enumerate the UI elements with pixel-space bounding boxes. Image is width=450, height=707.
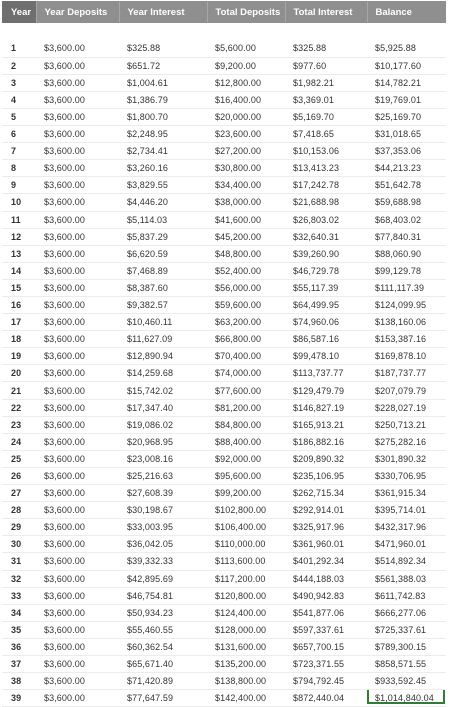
- total-deposits-cell: $142,400.00: [207, 690, 285, 707]
- total-interest-cell: $325.88: [285, 40, 367, 57]
- total-interest-cell: $794,792.45: [285, 673, 367, 690]
- balance-cell: $99,129.78: [367, 262, 446, 279]
- balance-cell: $37,353.06: [367, 143, 446, 160]
- year-cell: 23: [2, 416, 36, 433]
- year-deposits-cell: $3,600.00: [36, 519, 119, 536]
- table-row: [2, 655, 446, 672]
- column-header-balance[interactable]: Balance: [367, 1, 446, 23]
- year-deposits-cell: $3,600.00: [36, 228, 119, 245]
- year-cell: 35: [2, 621, 36, 638]
- year-deposits-cell: $3,600.00: [36, 638, 119, 655]
- year-interest-cell: $17,347.40: [119, 399, 207, 416]
- year-interest-cell: $27,608.39: [119, 485, 207, 502]
- total-deposits-cell: $34,400.00: [207, 177, 285, 194]
- year-deposits-cell: $3,600.00: [36, 348, 119, 365]
- year-interest-cell: $2,734.41: [119, 143, 207, 160]
- year-interest-cell: $4,446.20: [119, 194, 207, 211]
- total-deposits-cell: $59,600.00: [207, 297, 285, 314]
- total-deposits-cell: $106,400.00: [207, 519, 285, 536]
- balance-cell: $207,079.79: [367, 382, 446, 399]
- total-deposits-cell: $120,800.00: [207, 587, 285, 604]
- year-interest-cell: $5,114.03: [119, 211, 207, 228]
- year-deposits-cell: $3,600.00: [36, 262, 119, 279]
- total-deposits-cell: $88,400.00: [207, 433, 285, 450]
- year-deposits-cell: $3,600.00: [36, 621, 119, 638]
- total-deposits-cell: $124,400.00: [207, 604, 285, 621]
- year-deposits-cell: $3,600.00: [36, 194, 119, 211]
- total-interest-cell: $46,729.78: [285, 262, 367, 279]
- table-row: [2, 91, 446, 108]
- total-deposits-cell: $63,200.00: [207, 314, 285, 331]
- table-row: [2, 587, 446, 604]
- year-cell: 21: [2, 382, 36, 399]
- year-deposits-cell: $3,600.00: [36, 57, 119, 74]
- table-row: [2, 467, 446, 484]
- table-row: [2, 673, 446, 690]
- total-interest-cell: $165,913.21: [285, 416, 367, 433]
- total-interest-cell: $99,478.10: [285, 348, 367, 365]
- highlighted-balance-value: $1,014,840.04: [375, 693, 434, 704]
- year-cell: 14: [2, 262, 36, 279]
- table-row: [2, 331, 446, 348]
- table-row: [2, 262, 446, 279]
- total-interest-cell: $5,169.70: [285, 108, 367, 125]
- year-deposits-cell: $3,600.00: [36, 382, 119, 399]
- total-interest-cell: $361,960.01: [285, 536, 367, 553]
- balance-cell: $471,960.01: [367, 536, 446, 553]
- balance-cell: $789,300.15: [367, 638, 446, 655]
- total-interest-cell: $401,292.34: [285, 553, 367, 570]
- year-interest-cell: $71,420.89: [119, 673, 207, 690]
- total-deposits-cell: $74,000.00: [207, 365, 285, 382]
- year-interest-cell: $42,895.69: [119, 570, 207, 587]
- year-deposits-cell: $3,600.00: [36, 143, 119, 160]
- total-interest-cell: $186,882.16: [285, 433, 367, 450]
- year-interest-cell: $325.88: [119, 40, 207, 57]
- year-cell: 11: [2, 211, 36, 228]
- total-interest-cell: $325,917.96: [285, 519, 367, 536]
- year-interest-cell: $33,003.95: [119, 519, 207, 536]
- year-interest-cell: $36,042.05: [119, 536, 207, 553]
- table-header: [2, 1, 446, 23]
- year-cell: 8: [2, 160, 36, 177]
- year-interest-cell: $5,837.29: [119, 228, 207, 245]
- table-row: [2, 365, 446, 382]
- year-deposits-cell: $3,600.00: [36, 74, 119, 91]
- year-cell: 19: [2, 348, 36, 365]
- year-interest-cell: $39,332.33: [119, 553, 207, 570]
- table-row: [2, 160, 446, 177]
- year-cell: 38: [2, 673, 36, 690]
- year-cell: 15: [2, 279, 36, 296]
- table-row: [2, 502, 446, 519]
- total-interest-cell: $209,890.32: [285, 450, 367, 467]
- year-cell: 12: [2, 228, 36, 245]
- total-deposits-cell: $117,200.00: [207, 570, 285, 587]
- table-row: [2, 536, 446, 553]
- year-interest-cell: $6,620.59: [119, 245, 207, 262]
- year-cell: 32: [2, 570, 36, 587]
- balance-cell: $187,737.77: [367, 365, 446, 382]
- table-row: [2, 450, 446, 467]
- total-deposits-cell: $128,000.00: [207, 621, 285, 638]
- year-interest-cell: $9,382.57: [119, 297, 207, 314]
- balance-cell: $59,688.98: [367, 194, 446, 211]
- balance-cell: $169,878.10: [367, 348, 446, 365]
- balance-cell: $31,018.65: [367, 126, 446, 143]
- year-cell: 18: [2, 331, 36, 348]
- table-row: [2, 382, 446, 399]
- total-deposits-cell: $70,400.00: [207, 348, 285, 365]
- year-deposits-cell: $3,600.00: [36, 211, 119, 228]
- year-deposits-cell: $3,600.00: [36, 331, 119, 348]
- total-deposits-cell: $30,800.00: [207, 160, 285, 177]
- total-deposits-cell: $138,800.00: [207, 673, 285, 690]
- balance-cell: $153,387.16: [367, 331, 446, 348]
- year-interest-cell: $65,671.40: [119, 655, 207, 672]
- balance-cell: $10,177.60: [367, 57, 446, 74]
- year-cell: 29: [2, 519, 36, 536]
- table-row: [2, 348, 446, 365]
- year-interest-cell: $1,004.61: [119, 74, 207, 91]
- year-interest-cell: $10,460.11: [119, 314, 207, 331]
- total-deposits-cell: $16,400.00: [207, 91, 285, 108]
- year-deposits-cell: $3,600.00: [36, 297, 119, 314]
- column-header-year[interactable]: Year: [2, 1, 36, 23]
- year-deposits-cell: $3,600.00: [36, 365, 119, 382]
- total-interest-cell: $657,700.15: [285, 638, 367, 655]
- year-deposits-cell: $3,600.00: [36, 604, 119, 621]
- year-cell: 24: [2, 433, 36, 450]
- year-interest-cell: $25,216.63: [119, 467, 207, 484]
- year-deposits-cell: $3,600.00: [36, 177, 119, 194]
- year-deposits-cell: $3,600.00: [36, 433, 119, 450]
- total-interest-cell: $235,106.95: [285, 467, 367, 484]
- total-interest-cell: $13,413.23: [285, 160, 367, 177]
- header-spacer-cell: [2, 23, 446, 40]
- year-deposits-cell: $3,600.00: [36, 40, 119, 57]
- column-header-year-deposits[interactable]: Year Deposits: [36, 1, 119, 23]
- balance-cell: $275,282.16: [367, 433, 446, 450]
- year-cell: 10: [2, 194, 36, 211]
- year-deposits-cell: $3,600.00: [36, 416, 119, 433]
- table-row: [2, 433, 446, 450]
- total-deposits-cell: $110,000.00: [207, 536, 285, 553]
- year-deposits-cell: $3,600.00: [36, 673, 119, 690]
- total-interest-cell: $444,188.03: [285, 570, 367, 587]
- balance-cell: $514,892.34: [367, 553, 446, 570]
- table-row: [2, 126, 446, 143]
- total-interest-cell: $17,242.78: [285, 177, 367, 194]
- balance-cell: $301,890.32: [367, 450, 446, 467]
- year-deposits-cell: $3,600.00: [36, 690, 119, 707]
- year-deposits-cell: $3,600.00: [36, 108, 119, 125]
- year-cell: 37: [2, 655, 36, 672]
- year-deposits-cell: $3,600.00: [36, 570, 119, 587]
- total-deposits-cell: $84,800.00: [207, 416, 285, 433]
- year-cell: 27: [2, 485, 36, 502]
- year-cell: 36: [2, 638, 36, 655]
- table-row: [2, 690, 446, 707]
- total-deposits-cell: $77,600.00: [207, 382, 285, 399]
- total-interest-cell: $977.60: [285, 57, 367, 74]
- total-deposits-cell: $20,000.00: [207, 108, 285, 125]
- balance-cell: $561,388.03: [367, 570, 446, 587]
- table-row: [2, 177, 446, 194]
- total-interest-cell: $1,982.21: [285, 74, 367, 91]
- year-deposits-cell: $3,600.00: [36, 587, 119, 604]
- year-interest-cell: $46,754.81: [119, 587, 207, 604]
- table-row: [2, 621, 446, 638]
- year-interest-cell: $7,468.89: [119, 262, 207, 279]
- year-interest-cell: $19,086.02: [119, 416, 207, 433]
- column-header-year-interest[interactable]: Year Interest: [119, 1, 207, 23]
- table-row: [2, 553, 446, 570]
- table-row: [2, 297, 446, 314]
- total-deposits-cell: $135,200.00: [207, 655, 285, 672]
- total-deposits-cell: $9,200.00: [207, 57, 285, 74]
- header-spacer-row: [2, 23, 446, 40]
- year-interest-cell: $8,387.60: [119, 279, 207, 296]
- header-row: [2, 1, 446, 23]
- balance-cell: $124,099.95: [367, 297, 446, 314]
- total-interest-cell: $872,440.04: [285, 690, 367, 707]
- table-row: [2, 40, 446, 57]
- total-interest-cell: $21,688.98: [285, 194, 367, 211]
- balance-cell: $138,160.06: [367, 314, 446, 331]
- total-interest-cell: $597,337.61: [285, 621, 367, 638]
- total-deposits-cell: $5,600.00: [207, 40, 285, 57]
- year-interest-cell: $3,260.16: [119, 160, 207, 177]
- year-cell: 33: [2, 587, 36, 604]
- table-row: [2, 416, 446, 433]
- balance-cell: $25,169.70: [367, 108, 446, 125]
- balance-cell: $330,706.95: [367, 467, 446, 484]
- total-deposits-cell: $12,800.00: [207, 74, 285, 91]
- balance-cell: $14,782.21: [367, 74, 446, 91]
- year-deposits-cell: $3,600.00: [36, 279, 119, 296]
- total-interest-cell: $3,369.01: [285, 91, 367, 108]
- year-cell: 26: [2, 467, 36, 484]
- total-deposits-cell: $27,200.00: [207, 143, 285, 160]
- balance-cell: $725,337.61: [367, 621, 446, 638]
- year-cell: 30: [2, 536, 36, 553]
- total-interest-cell: $32,640.31: [285, 228, 367, 245]
- column-header-total-interest[interactable]: Total Interest: [285, 1, 367, 23]
- year-cell: 20: [2, 365, 36, 382]
- total-interest-cell: $113,737.77: [285, 365, 367, 382]
- total-interest-cell: $86,587.16: [285, 331, 367, 348]
- total-deposits-cell: $38,000.00: [207, 194, 285, 211]
- balance-cell: $68,403.02: [367, 211, 446, 228]
- year-interest-cell: $50,934.23: [119, 604, 207, 621]
- total-interest-cell: $146,827.19: [285, 399, 367, 416]
- balance-cell: $933,592.45: [367, 673, 446, 690]
- total-deposits-cell: $45,200.00: [207, 228, 285, 245]
- table-row: [2, 74, 446, 91]
- year-deposits-cell: $3,600.00: [36, 245, 119, 262]
- balance-cell: $228,027.19: [367, 399, 446, 416]
- total-deposits-cell: $99,200.00: [207, 485, 285, 502]
- year-cell: 3: [2, 74, 36, 91]
- year-deposits-cell: $3,600.00: [36, 160, 119, 177]
- year-cell: 9: [2, 177, 36, 194]
- year-interest-cell: $14,259.68: [119, 365, 207, 382]
- year-interest-cell: $1,800.70: [119, 108, 207, 125]
- table-row: [2, 570, 446, 587]
- year-interest-cell: $55,460.55: [119, 621, 207, 638]
- year-cell: 39: [2, 690, 36, 707]
- year-cell: 4: [2, 91, 36, 108]
- year-cell: 1: [2, 40, 36, 57]
- total-interest-cell: $74,960.06: [285, 314, 367, 331]
- table-row: [2, 143, 446, 160]
- balance-cell: $361,915.34: [367, 485, 446, 502]
- balance-cell: $666,277.06: [367, 604, 446, 621]
- year-interest-cell: $23,008.16: [119, 450, 207, 467]
- total-interest-cell: $26,803.02: [285, 211, 367, 228]
- year-interest-cell: $11,627.09: [119, 331, 207, 348]
- year-cell: 5: [2, 108, 36, 125]
- total-deposits-cell: $56,000.00: [207, 279, 285, 296]
- balance-cell: $51,642.78: [367, 177, 446, 194]
- year-interest-cell: $60,362.54: [119, 638, 207, 655]
- table-row: [2, 194, 446, 211]
- year-deposits-cell: $3,600.00: [36, 126, 119, 143]
- total-interest-cell: $292,914.01: [285, 502, 367, 519]
- total-deposits-cell: $131,600.00: [207, 638, 285, 655]
- total-deposits-cell: $23,600.00: [207, 126, 285, 143]
- table-row: [2, 245, 446, 262]
- year-cell: 31: [2, 553, 36, 570]
- table-row: [2, 108, 446, 125]
- year-interest-cell: $12,890.94: [119, 348, 207, 365]
- balance-cell: [367, 690, 446, 707]
- year-cell: 17: [2, 314, 36, 331]
- year-deposits-cell: $3,600.00: [36, 485, 119, 502]
- year-cell: 28: [2, 502, 36, 519]
- balance-cell: $111,117.39: [367, 279, 446, 296]
- table-row: [2, 638, 446, 655]
- year-deposits-cell: $3,600.00: [36, 502, 119, 519]
- total-deposits-cell: $66,800.00: [207, 331, 285, 348]
- total-interest-cell: $39,260.90: [285, 245, 367, 262]
- total-interest-cell: $490,942.83: [285, 587, 367, 604]
- total-deposits-cell: $113,600.00: [207, 553, 285, 570]
- year-cell: 16: [2, 297, 36, 314]
- year-interest-cell: $77,647.59: [119, 690, 207, 707]
- table-row: [2, 314, 446, 331]
- total-deposits-cell: $48,800.00: [207, 245, 285, 262]
- year-deposits-cell: $3,600.00: [36, 553, 119, 570]
- year-cell: 13: [2, 245, 36, 262]
- year-interest-cell: $3,829.55: [119, 177, 207, 194]
- table-row: [2, 279, 446, 296]
- total-deposits-cell: $92,000.00: [207, 450, 285, 467]
- table-row: [2, 399, 446, 416]
- balance-cell: $19,769.01: [367, 91, 446, 108]
- year-cell: 25: [2, 450, 36, 467]
- year-deposits-cell: $3,600.00: [36, 399, 119, 416]
- table-row: [2, 211, 446, 228]
- total-interest-cell: $55,117.39: [285, 279, 367, 296]
- balance-cell: $44,213.23: [367, 160, 446, 177]
- total-interest-cell: $541,877.06: [285, 604, 367, 621]
- year-interest-cell: $20,968.95: [119, 433, 207, 450]
- table-body: [2, 23, 446, 707]
- balance-cell: $5,925.88: [367, 40, 446, 57]
- total-interest-cell: $262,715.34: [285, 485, 367, 502]
- table-row: [2, 604, 446, 621]
- year-interest-cell: $1,386.79: [119, 91, 207, 108]
- balance-cell: $250,713.21: [367, 416, 446, 433]
- year-interest-cell: $15,742.02: [119, 382, 207, 399]
- table-row: [2, 228, 446, 245]
- year-deposits-cell: $3,600.00: [36, 450, 119, 467]
- total-interest-cell: $129,479.79: [285, 382, 367, 399]
- year-cell: 7: [2, 143, 36, 160]
- year-interest-cell: $2,248.95: [119, 126, 207, 143]
- balance-cell: $88,060.90: [367, 245, 446, 262]
- balance-cell: $77,840.31: [367, 228, 446, 245]
- balance-cell: $395,714.01: [367, 502, 446, 519]
- year-cell: 2: [2, 57, 36, 74]
- year-cell: 22: [2, 399, 36, 416]
- table-row: [2, 57, 446, 74]
- year-deposits-cell: $3,600.00: [36, 655, 119, 672]
- year-deposits-cell: $3,600.00: [36, 91, 119, 108]
- savings-schedule-table: [2, 1, 446, 707]
- year-deposits-cell: $3,600.00: [36, 536, 119, 553]
- total-interest-cell: $64,499.95: [285, 297, 367, 314]
- total-deposits-cell: $81,200.00: [207, 399, 285, 416]
- year-interest-cell: $30,198.67: [119, 502, 207, 519]
- balance-cell: $611,742.83: [367, 587, 446, 604]
- total-interest-cell: $723,371.55: [285, 655, 367, 672]
- total-interest-cell: $7,418.65: [285, 126, 367, 143]
- year-cell: 6: [2, 126, 36, 143]
- total-deposits-cell: $41,600.00: [207, 211, 285, 228]
- year-deposits-cell: $3,600.00: [36, 467, 119, 484]
- total-deposits-cell: $95,600.00: [207, 467, 285, 484]
- year-interest-cell: $651.72: [119, 57, 207, 74]
- balance-cell: $432,317.96: [367, 519, 446, 536]
- total-deposits-cell: $52,400.00: [207, 262, 285, 279]
- balance-cell: $858,571.55: [367, 655, 446, 672]
- column-header-total-deposits[interactable]: Total Deposits: [207, 1, 285, 23]
- total-deposits-cell: $102,800.00: [207, 502, 285, 519]
- table-row: [2, 485, 446, 502]
- savings-schedule-table-container: [2, 1, 446, 707]
- year-cell: 34: [2, 604, 36, 621]
- table-row: [2, 519, 446, 536]
- total-interest-cell: $10,153.06: [285, 143, 367, 160]
- year-deposits-cell: $3,600.00: [36, 314, 119, 331]
